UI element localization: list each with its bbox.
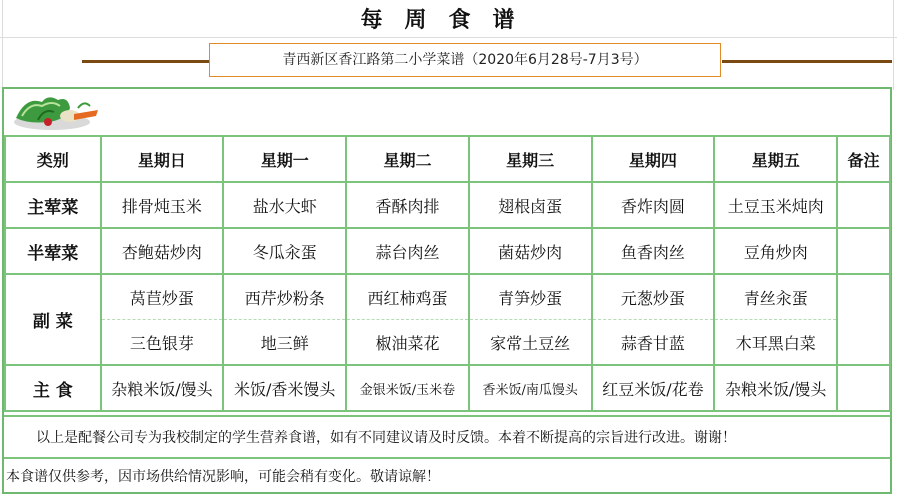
menu-cell: 米饭/香米馒头	[223, 365, 346, 411]
school-menu-subtitle: 青西新区香江路第二小学菜谱（2020年6月28号-7月3号）	[209, 43, 721, 77]
remarks-cell	[837, 365, 890, 411]
header-tuesday: 星期二	[346, 136, 469, 182]
table-row	[5, 320, 890, 366]
row-label-half-meat: 半荤菜	[5, 228, 101, 274]
menu-cell: 香米饭/南瓜馒头	[469, 365, 592, 411]
menu-cell: 翅根卤蛋	[469, 182, 592, 228]
menu-cell: 冬瓜汆蛋	[223, 228, 346, 274]
menu-cell: 家常土豆丝	[469, 320, 592, 366]
table-row	[5, 274, 890, 320]
row-label-main-meat: 主荤菜	[5, 182, 101, 228]
table-header-row	[5, 136, 890, 182]
menu-cell: 蒜香甘蓝	[592, 320, 715, 366]
menu-cell: 青丝汆蛋	[714, 274, 837, 320]
menu-cell: 土豆玉米炖肉	[714, 182, 837, 228]
menu-cell: 西红柿鸡蛋	[346, 274, 469, 320]
header-friday: 星期五	[714, 136, 837, 182]
menu-cell: 莴苣炒蛋	[101, 274, 224, 320]
disclaimer-note: 本食谱仅供参考，因市场供给情况影响，可能会稍有变化。敬请谅解！	[6, 469, 440, 485]
weekly-menu-table	[4, 135, 891, 412]
menu-cell: 椒油菜花	[346, 320, 469, 366]
menu-cell: 盐水大虾	[223, 182, 346, 228]
feedback-note: 以上是配餐公司专为我校制定的学生营养食谱，如有不同建议请及时反馈。本着不断提高的宗旨进行改进。谢谢！	[4, 415, 891, 459]
remarks-cell	[837, 182, 890, 228]
decorative-rule-right	[722, 60, 892, 63]
table-row	[5, 365, 890, 411]
menu-cell: 香炸肉圆	[592, 182, 715, 228]
menu-cell: 青笋炒蛋	[469, 274, 592, 320]
remarks-cell	[837, 274, 890, 365]
remarks-cell	[837, 228, 890, 274]
menu-cell: 排骨炖玉米	[101, 182, 224, 228]
header-category: 类别	[5, 136, 101, 182]
header-wednesday: 星期三	[469, 136, 592, 182]
page-title: 每周食谱	[360, 7, 537, 33]
menu-cell: 菌菇炒肉	[469, 228, 592, 274]
header-thursday: 星期四	[592, 136, 715, 182]
menu-cell: 金银米饭/玉米卷	[346, 365, 469, 411]
row-label-staple: 主 食	[5, 365, 101, 411]
header-monday: 星期一	[223, 136, 346, 182]
menu-cell: 红豆米饭/花卷	[592, 365, 715, 411]
vegetable-basket-icon	[8, 92, 100, 132]
menu-cell: 豆角炒肉	[714, 228, 837, 274]
menu-cell: 地三鲜	[223, 320, 346, 366]
row-label-side: 副 菜	[5, 274, 101, 365]
table-row	[5, 228, 890, 274]
menu-cell: 杏鲍菇炒肉	[101, 228, 224, 274]
menu-cell: 杂粮米饭/馒头	[714, 365, 837, 411]
menu-cell: 鱼香肉丝	[592, 228, 715, 274]
table-row	[5, 182, 890, 228]
header-remarks: 备注	[837, 136, 890, 182]
menu-cell: 三色银芽	[101, 320, 224, 366]
menu-cell: 杂粮米饭/馒头	[101, 365, 224, 411]
menu-cell: 蒜台肉丝	[346, 228, 469, 274]
menu-cell: 元葱炒蛋	[592, 274, 715, 320]
menu-cell: 香酥肉排	[346, 182, 469, 228]
header-sunday: 星期日	[101, 136, 224, 182]
menu-cell: 西芹炒粉条	[223, 274, 346, 320]
menu-cell: 木耳黑白菜	[714, 320, 837, 366]
decorative-rule-left	[82, 60, 210, 63]
